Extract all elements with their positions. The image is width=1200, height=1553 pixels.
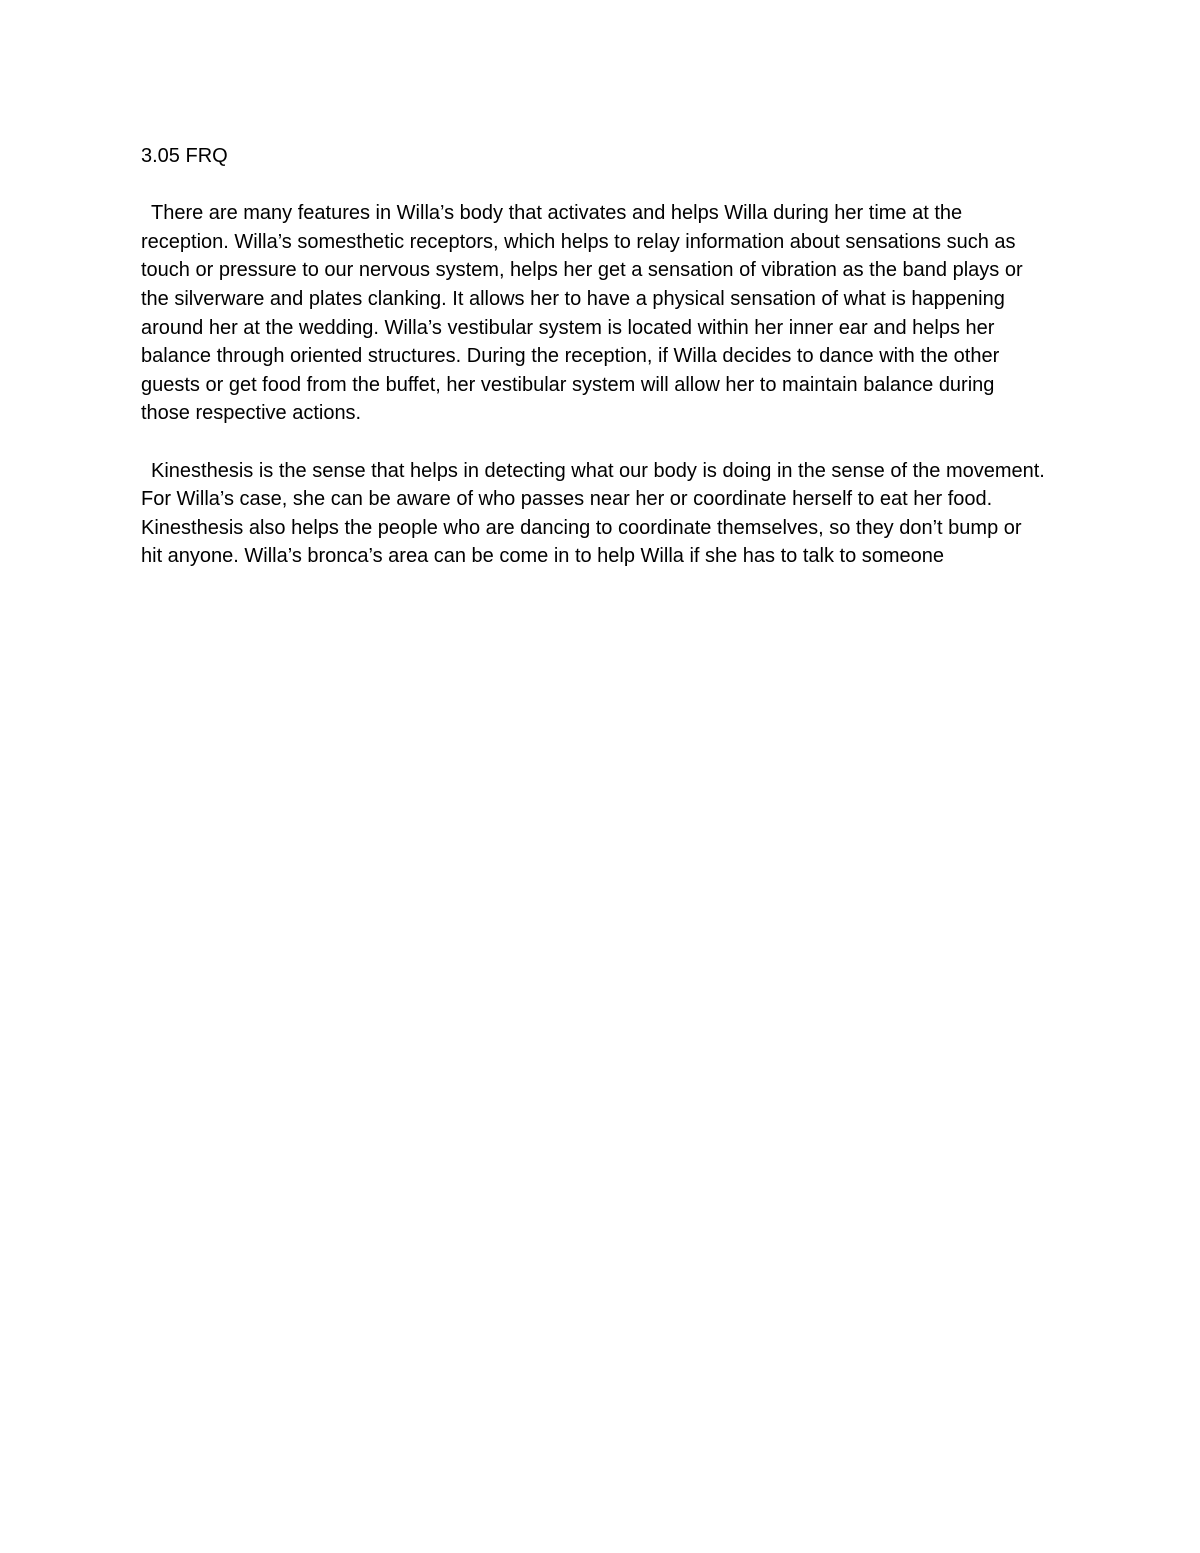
document-title: 3.05 FRQ xyxy=(141,145,228,167)
paragraph-2: Kinesthesis is the sense that helps in detecting what our body is doing in the sense of the movement. For Willa’s case, she can be aware of who passes near her or coordinate herself to eat her food. Kinesthesis also helps the people who are dancing to coordinate themselves, so they don’t bump or hit anyone. Willa’s bronca’s area can be come in to help Willa if she has to talk to someone xyxy=(141,459,1045,568)
paragraph-1: There are many features in Willa’s body that activates and helps Willa during her time at the reception. Willa’s somesthetic receptors, which helps to relay information about sensations such as touch or pressure to our nervous system, helps her get a sensation of vibration as the band plays or the silverware and plates clanking. It allows her to have a physical sensation of what is happening around her at the wedding. Willa’s vestibular system is located within her inner ear and helps her balance through oriented structures. During the reception, if Willa decides to dance with the other guests or get food from the buffet, her vestibular system will allow her to maintain balance during those respective actions. xyxy=(141,202,1023,425)
document-body xyxy=(141,142,1046,600)
